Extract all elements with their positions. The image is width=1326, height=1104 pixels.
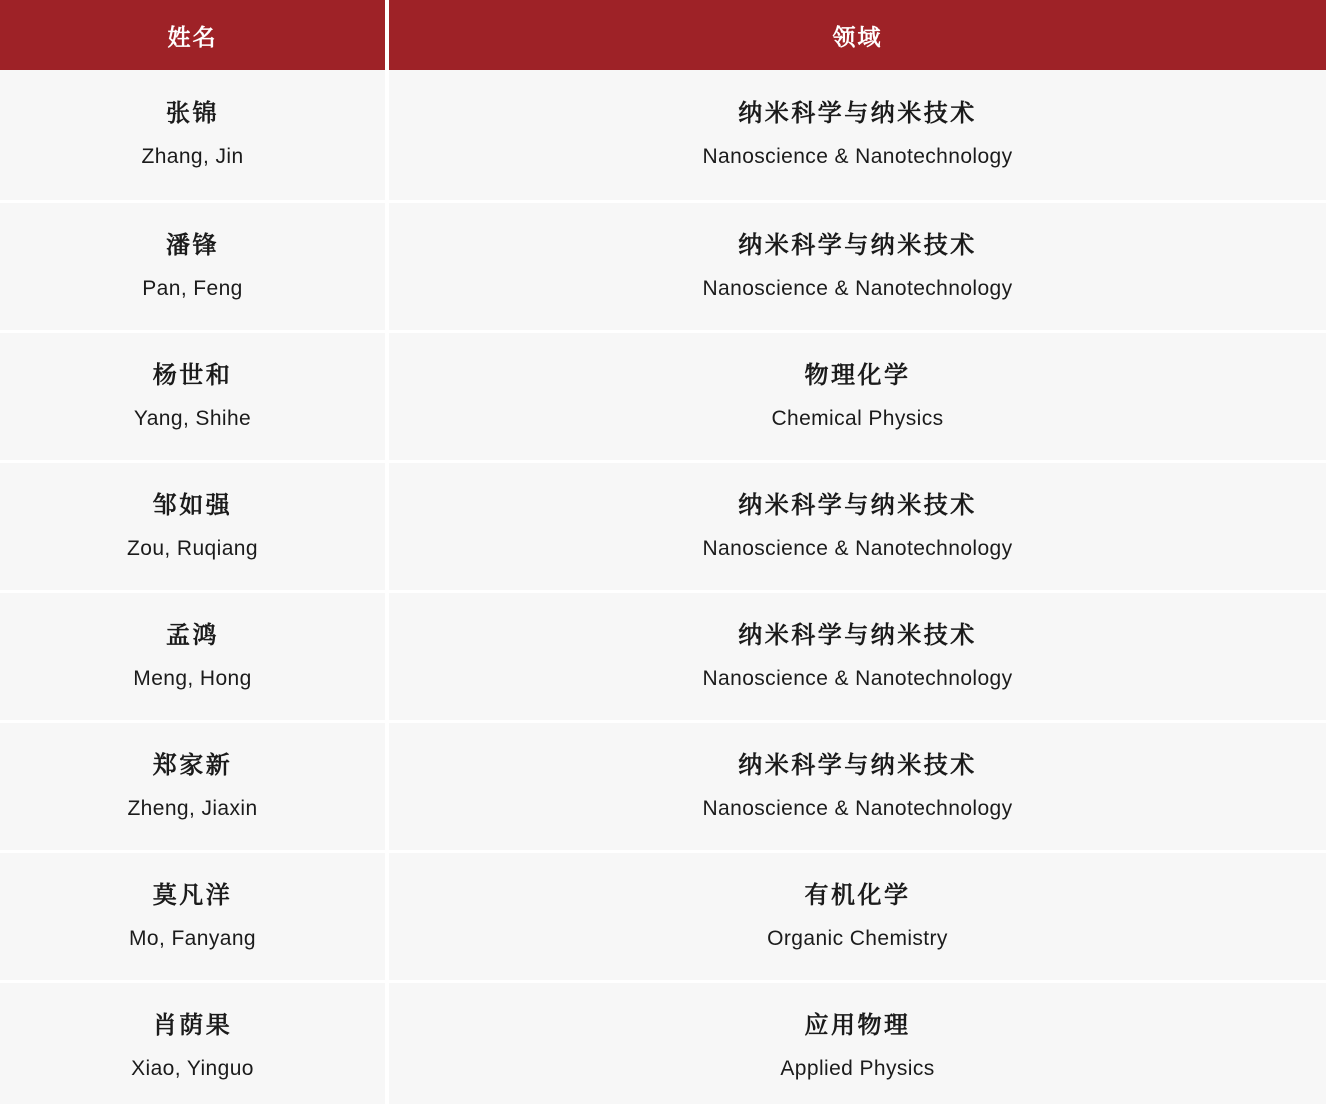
- name-zh: 邹如强: [152, 491, 233, 519]
- name-cell: [0, 723, 385, 850]
- name-cell: [0, 70, 385, 200]
- table-row: [0, 850, 1326, 980]
- name-zh: 潘锋: [166, 231, 219, 259]
- column-header-name: 姓名: [0, 0, 385, 70]
- field-cell: [389, 70, 1326, 200]
- name-zh: 孟鸿: [166, 621, 219, 649]
- field-en: Nanoscience & Nanotechnology: [702, 536, 1013, 560]
- name-zh: 莫凡洋: [152, 881, 233, 909]
- field-cell: [389, 203, 1326, 330]
- table-row: [0, 720, 1326, 850]
- table-row: [0, 70, 1326, 200]
- name-cell: [0, 333, 385, 460]
- field-en: Nanoscience & Nanotechnology: [702, 276, 1013, 300]
- field-en: Nanoscience & Nanotechnology: [702, 796, 1013, 820]
- table-row: [0, 590, 1326, 720]
- field-cell: [389, 593, 1326, 720]
- table-row: [0, 200, 1326, 330]
- name-en: Mo, Fanyang: [129, 926, 256, 950]
- name-zh: 肖荫果: [152, 1011, 233, 1039]
- table-row: [0, 980, 1326, 1104]
- name-en: Zheng, Jiaxin: [127, 796, 258, 820]
- table-body: [0, 70, 1326, 1104]
- field-cell: [389, 333, 1326, 460]
- field-cell: [389, 463, 1326, 590]
- field-en: Applied Physics: [780, 1056, 935, 1080]
- name-en: Zou, Ruqiang: [127, 536, 258, 560]
- field-cell: [389, 983, 1326, 1104]
- name-zh: 杨世和: [152, 361, 233, 389]
- field-zh: 纳米科学与纳米技术: [738, 491, 977, 519]
- name-cell: [0, 593, 385, 720]
- field-cell: [389, 853, 1326, 980]
- name-zh: 郑家新: [152, 751, 233, 779]
- name-cell: [0, 203, 385, 330]
- column-header-field: 领域: [389, 0, 1326, 70]
- name-cell: [0, 463, 385, 590]
- name-cell: [0, 983, 385, 1104]
- name-cell: [0, 853, 385, 980]
- field-cell: [389, 723, 1326, 850]
- name-en: Pan, Feng: [142, 276, 243, 300]
- name-en: Yang, Shihe: [133, 406, 252, 430]
- field-en: Organic Chemistry: [767, 926, 948, 950]
- field-zh: 纳米科学与纳米技术: [738, 621, 977, 649]
- field-en: Chemical Physics: [771, 406, 944, 430]
- field-zh: 应用物理: [804, 1011, 911, 1039]
- table-header: [0, 0, 1326, 70]
- name-en: Zhang, Jin: [141, 145, 244, 169]
- field-zh: 纳米科学与纳米技术: [738, 751, 977, 779]
- field-en: Nanoscience & Nanotechnology: [702, 666, 1013, 690]
- name-zh: 张锦: [166, 100, 219, 128]
- name-en: Xiao, Yinguo: [131, 1056, 254, 1080]
- name-en: Meng, Hong: [133, 666, 252, 690]
- field-zh: 有机化学: [804, 881, 911, 909]
- field-zh: 物理化学: [804, 361, 911, 389]
- table-row: [0, 330, 1326, 460]
- table-row: [0, 460, 1326, 590]
- field-en: Nanoscience & Nanotechnology: [702, 145, 1013, 169]
- field-zh: 纳米科学与纳米技术: [738, 231, 977, 259]
- field-zh: 纳米科学与纳米技术: [738, 100, 977, 128]
